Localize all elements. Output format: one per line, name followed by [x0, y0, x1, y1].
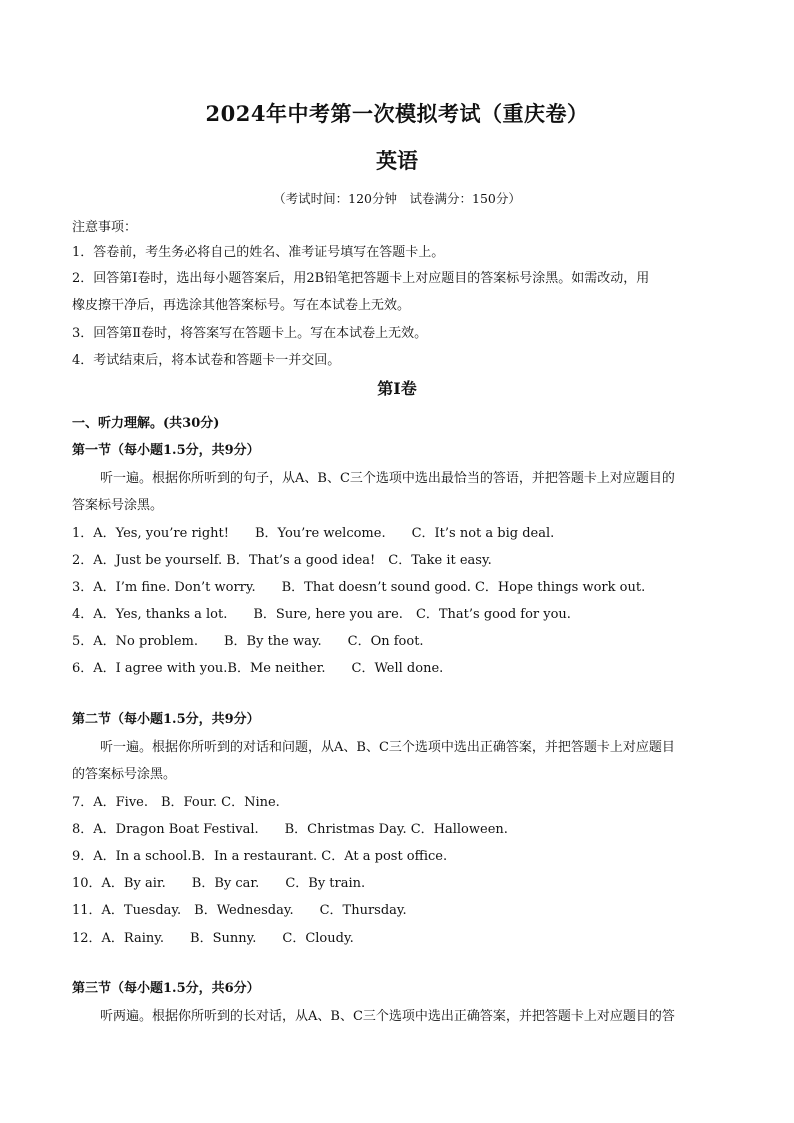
volume-heading: 第Ⅰ卷	[377, 379, 417, 398]
question-2: 2．A．Just be yourself. B．That’s a good idea! C．Take it easy.	[72, 553, 492, 568]
question-6: 6．A．I agree with you.B．Me neither. C．Well done.	[72, 661, 444, 676]
question-4: 4．A．Yes, thanks a lot. B．Sure, here you are. C．That’s good for you.	[72, 607, 571, 622]
question-8: 8．A．Dragon Boat Festival. B．Christmas Day. C．Halloween.	[72, 822, 508, 837]
question-9: 9．A．In a school.B．In a restaurant. C．At a post office.	[72, 849, 448, 864]
question-5: 5．A．No problem. B．By the way. C．On foot.	[72, 634, 424, 649]
note-item-3: 3．回答第Ⅱ卷时，将答案写在答题卡上。写在本试卷上无效。	[72, 326, 428, 341]
subject-title: 英语	[376, 148, 418, 173]
section3-heading: 第三节（每小题1.5分，共6分）	[72, 981, 260, 996]
section2-instruction-line-2: 的答案标号涂黑。	[72, 767, 177, 782]
question-10: 10．A．By air. B．By car. C．By train.	[72, 876, 366, 891]
section1-heading: 第一节（每小题1.5分，共9分）	[72, 443, 260, 458]
notes-heading: 注意事项：	[72, 220, 138, 235]
note-item-2-line-2: 橡皮擦干净后，再选涂其他答案标号。写在本试卷上无效。	[72, 298, 411, 313]
section1-instruction-line-1: 听一遍。根据你所听到的句子，从A、B、C三个选项中选出最恰当的答语，并把答题卡上对应题目的	[100, 471, 675, 486]
note-item-2-line-1: 2．回答第Ⅰ卷时，选出每小题答案后，用2B铅笔把答题卡上对应题目的答案标号涂黑。如需改动，用	[72, 271, 650, 286]
question-1: 1．A．Yes, you’re right! B．You’re welcome. C．It’s not a big deal.	[72, 526, 555, 541]
section1-instruction-line-2: 答案标号涂黑。	[72, 498, 164, 513]
exam-title: 2024年中考第一次模拟考试（重庆卷）	[205, 101, 589, 126]
section2-instruction-line-1: 听一遍。根据你所听到的对话和问题，从A、B、C三个选项中选出正确答案，并把答题卡上对应题目	[100, 740, 675, 755]
question-3: 3．A．I’m fine. Don’t worry. B．That doesn’t sound good. C．Hope things work out.	[72, 580, 646, 595]
section2-heading: 第二节（每小题1.5分，共9分）	[72, 712, 260, 727]
section3-instruction-line-1: 听两遍。根据你所听到的长对话，从A、B、C三个选项中选出正确答案，并把答题卡上对应题目的答	[100, 1009, 675, 1024]
exam-info: （考试时间：120分钟 试卷满分：150分）	[273, 191, 521, 206]
note-item-4: 4．考试结束后，将本试卷和答题卡一并交回。	[72, 353, 341, 368]
question-12: 12．A．Rainy. B．Sunny. C．Cloudy.	[72, 931, 354, 946]
note-item-1: 1．答卷前，考生务必将自己的姓名、准考证号填写在答题卡上。	[72, 245, 445, 260]
part1-heading: 一、听力理解。(共30分)	[72, 416, 220, 431]
question-7: 7．A．Five. B．Four. C．Nine.	[72, 795, 280, 810]
question-11: 11．A．Tuesday. B．Wednesday. C．Thursday.	[72, 903, 407, 918]
